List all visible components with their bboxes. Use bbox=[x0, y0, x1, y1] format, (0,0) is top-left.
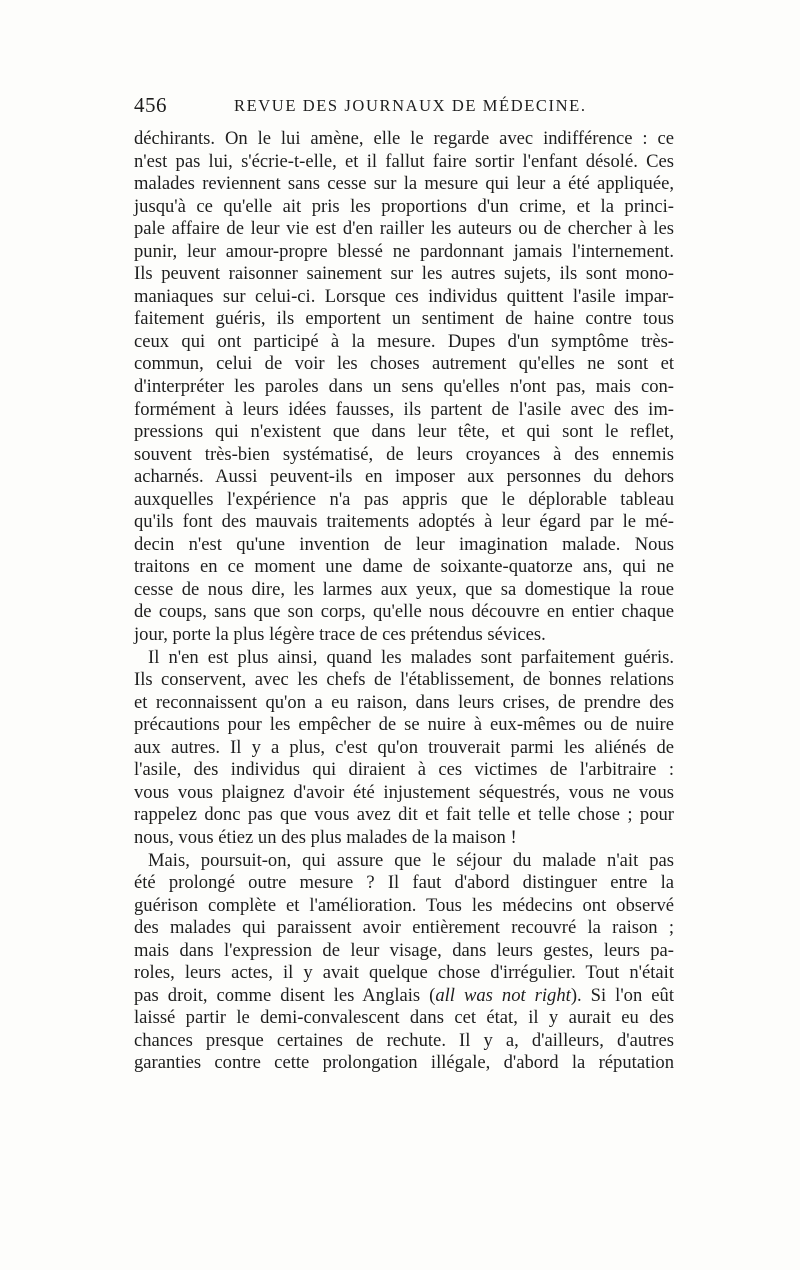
text-line: roles, leurs actes, il y avait quelque chose d'irrégulier. Tout n'était bbox=[134, 962, 674, 984]
text-line: faitement guéris, ils emportent un sentiment de haine contre tous bbox=[134, 308, 674, 330]
text-line: punir, leur amour-propre blessé ne pardonnant jamais l'internement. bbox=[134, 240, 674, 262]
text-line: garanties contre cette prolongation illégale, d'abord la réputation bbox=[134, 1052, 674, 1074]
text-segment: ). Si l'on eût bbox=[570, 984, 674, 1006]
paragraph-2 bbox=[134, 647, 674, 850]
text-line: ceux qui ont participé à la mesure. Dupes d'un symptôme très- bbox=[134, 330, 674, 352]
text-line-with-italic bbox=[134, 985, 674, 1008]
italic-quotation: all was not right bbox=[435, 984, 571, 1006]
text-line: déchirants. On le lui amène, elle le regarde avec indifférence : ce bbox=[134, 128, 674, 149]
text-line: aux autres. Il y a plus, c'est qu'on trouverait parmi les aliénés de bbox=[134, 736, 674, 758]
text-line: Ils peuvent raisonner sainement sur les autres sujets, ils sont mono- bbox=[134, 263, 674, 285]
text-line: acharnés. Aussi peuvent-ils en imposer aux personnes du dehors bbox=[134, 466, 674, 488]
text-line: nous, vous étiez un des plus malades de la maison ! bbox=[134, 826, 517, 848]
text-line: decin n'est qu'une invention de leur imagination malade. Nous bbox=[134, 533, 674, 555]
text-line: laissé partir le demi-convalescent dans cet état, il y aurait eu des bbox=[134, 1007, 674, 1029]
page-header bbox=[134, 93, 674, 119]
text-line: malades reviennent sans cesse sur la mesure qui leur a été appliquée, bbox=[134, 173, 674, 195]
paragraph-1 bbox=[134, 128, 674, 647]
text-line: pale affaire de leur vie est d'en railler les auteurs ou de chercher à les bbox=[134, 218, 674, 240]
text-line: Ils conservent, avec les chefs de l'établissement, de bonnes relations bbox=[134, 669, 674, 691]
text-line: auxquelles l'expérience n'a pas appris que le déplorable tableau bbox=[134, 488, 674, 510]
text-line: jusqu'à ce qu'elle ait pris les proportions d'un crime, et la princi- bbox=[134, 195, 674, 217]
text-line: mais dans l'expression de leur visage, dans leurs gestes, leurs pa- bbox=[134, 939, 674, 961]
text-segment: pas droit, comme disent les Anglais ( bbox=[134, 984, 436, 1006]
text-line: maniaques sur celui-ci. Lorsque ces individus quittent l'asile impar- bbox=[134, 285, 674, 307]
text-line: d'interpréter les paroles dans un sens qu'elles n'ont pas, mais con- bbox=[134, 376, 674, 398]
text-line: cesse de nous dire, les larmes aux yeux, que sa domestique la roue bbox=[134, 578, 674, 600]
text-line: de coups, sans que son corps, qu'elle nous découvre en entier chaque bbox=[134, 601, 674, 623]
text-line: commun, celui de voir les choses autrement qu'elles ne sont et bbox=[134, 353, 674, 375]
text-line: l'asile, des individus qui diraient à ces victimes de l'arbitraire : bbox=[134, 759, 674, 781]
text-line: formément à leurs idées fausses, ils partent de l'asile avec des im- bbox=[134, 398, 674, 420]
text-line: pressions qui n'existent que dans leur tête, et qui sont le reflet, bbox=[134, 421, 674, 443]
text-line: jour, porte la plus légère trace de ces prétendus sévices. bbox=[134, 624, 546, 646]
text-line: chances presque certaines de rechute. Il y a, d'ailleurs, d'autres bbox=[134, 1029, 674, 1051]
running-title: REVUE DES JOURNAUX DE MÉDECINE. bbox=[234, 96, 587, 115]
text-line: Il n'en est plus ainsi, quand les malades sont parfaitement guéris. bbox=[148, 646, 674, 668]
text-line: guérison complète et l'amélioration. Tous les médecins ont observé bbox=[134, 894, 674, 916]
body-text bbox=[134, 128, 674, 1075]
page-number: 456 bbox=[134, 93, 167, 117]
paragraph-3 bbox=[134, 850, 674, 1075]
text-line: qu'ils font des mauvais traitements adoptés à leur égard par le mé- bbox=[134, 511, 674, 533]
text-line: vous vous plaignez d'avoir été injustement séquestrés, vous ne vous bbox=[134, 781, 674, 803]
text-line: et reconnaissent qu'on a eu raison, dans leurs crises, de prendre des bbox=[134, 691, 674, 713]
text-line: souvent très-bien systématisé, de leurs croyances à des ennemis bbox=[134, 443, 674, 465]
text-line: des malades qui paraissent avoir entièrement recouvré la raison ; bbox=[134, 917, 674, 939]
text-line: n'est pas lui, s'écrie-t-elle, et il fallut faire sortir l'enfant désolé. Ces bbox=[134, 150, 674, 172]
text-line: été prolongé outre mesure ? Il faut d'abord distinguer entre la bbox=[134, 872, 674, 894]
text-line: traitons en ce moment une dame de soixante-quatorze ans, qui ne bbox=[134, 556, 674, 578]
text-line: rappelez donc pas que vous avez dit et fait telle et telle chose ; pour bbox=[134, 804, 674, 826]
text-line: Mais, poursuit-on, qui assure que le séjour du malade n'ait pas bbox=[148, 849, 674, 871]
text-line: précautions pour les empêcher de se nuire à eux-mêmes ou de nuire bbox=[134, 714, 674, 736]
